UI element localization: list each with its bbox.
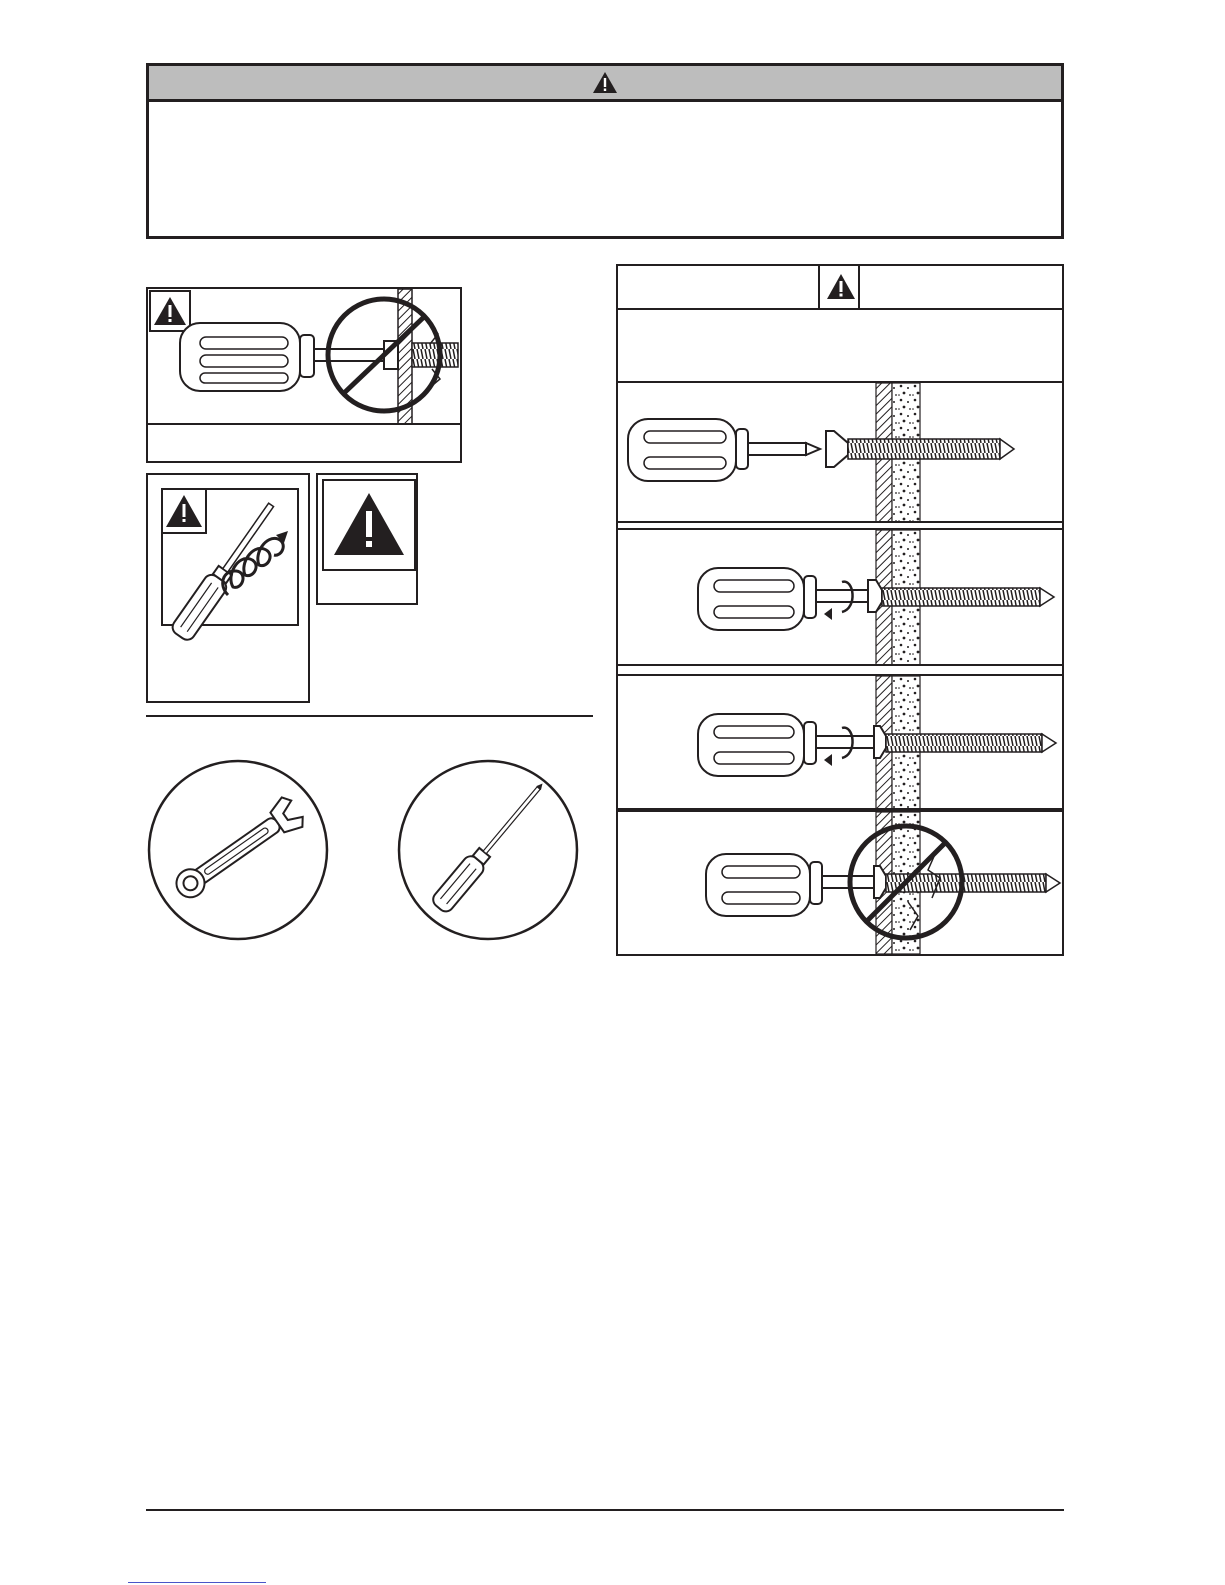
warning-triangle-icon <box>162 489 206 533</box>
overtighten-warning-panel <box>146 287 462 463</box>
large-warning-triangle-icon <box>332 491 406 557</box>
insert-screw-illustration <box>618 383 1062 523</box>
wrench-icon <box>146 758 330 942</box>
screwdriver-icon <box>396 758 580 942</box>
screw-installation-panel <box>616 264 1064 956</box>
turn-screwdriver-illustration <box>618 676 1062 810</box>
overtighten-screw-illustration <box>618 812 1062 954</box>
warning-triangle-icon <box>592 71 618 94</box>
caution-panel <box>316 473 418 605</box>
drill-illustration <box>148 475 308 701</box>
step-1-panel <box>618 381 1062 523</box>
turn-screwdriver-illustration <box>618 530 1062 666</box>
step-3-panel <box>618 674 1062 810</box>
tools-divider <box>146 715 593 717</box>
installation-header <box>618 266 1062 310</box>
wrench-tool-circle <box>146 758 330 942</box>
screwdriver-tool-circle <box>396 758 580 942</box>
footer-link-underline[interactable] <box>128 1582 266 1583</box>
top-warning-header <box>149 66 1061 102</box>
overtighten-illustration <box>148 289 460 461</box>
top-warning-box <box>146 63 1064 239</box>
warning-triangle-icon <box>826 273 856 300</box>
warning-triangle-icon <box>150 291 190 331</box>
footer-rule <box>146 1509 1064 1511</box>
step-4-panel <box>618 810 1062 954</box>
step-2-panel <box>618 528 1062 666</box>
drill-warning-panel <box>146 473 310 703</box>
